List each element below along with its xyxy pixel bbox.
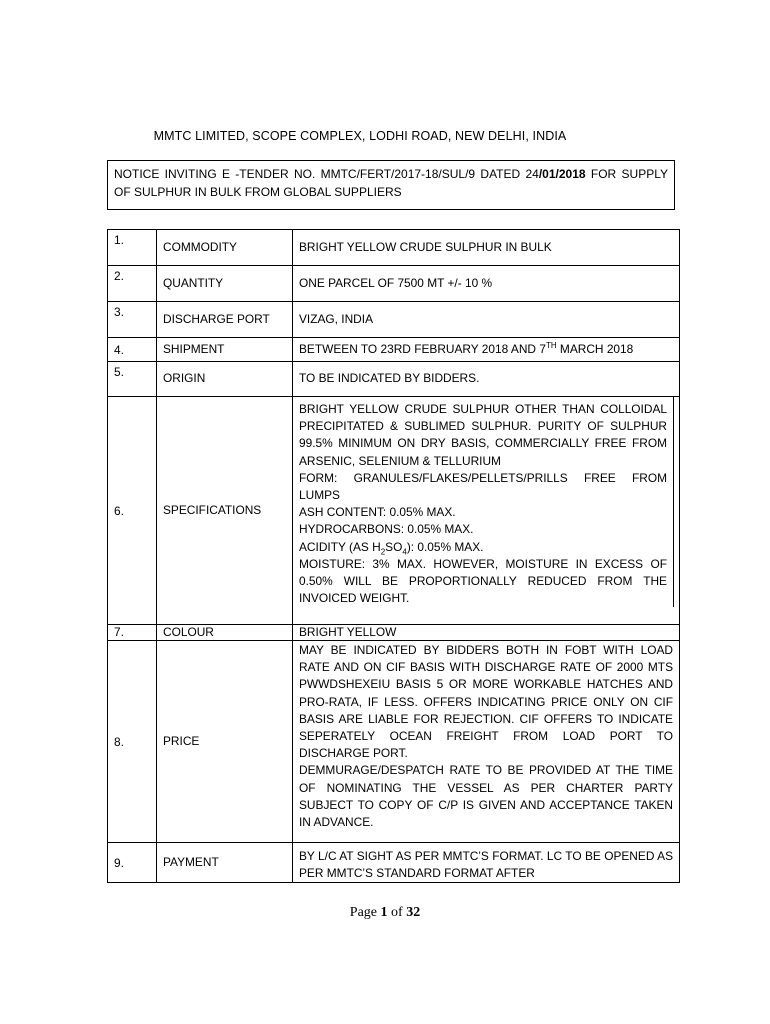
spec-moisture: MOISTURE: 3% MAX. HOWEVER, MOISTURE IN EXCESS OF 0.50% WILL BE PROPORTIONALLY REDUCED FROM THE INVOICED WEIGHT. <box>299 556 667 606</box>
table-row <box>108 266 680 302</box>
notice-date: /01/2018 <box>538 167 586 181</box>
total-pages: 32 <box>406 905 421 920</box>
shipment-text-end: MARCH 2018 <box>556 341 634 356</box>
current-page: 1 <box>380 905 388 920</box>
row-label: COMMODITY <box>157 230 293 266</box>
acidity-text: ACIDITY (AS H <box>299 539 381 554</box>
acidity-text-end: ): 0.05% MAX. <box>406 539 484 554</box>
row-number: 1. <box>108 230 157 266</box>
shipment-text: BETWEEN TO 23RD FEBRUARY 2018 AND 7 <box>299 341 546 356</box>
row-value: VIZAG, INDIA <box>293 302 680 338</box>
spec-form: FORM: GRANULES/FLAKES/PELLETS/PRILLS FREE FROM LUMPS <box>299 470 667 503</box>
price-terms: MAY BE INDICATED BY BIDDERS BOTH IN FOBT WITH LOAD RATE AND ON CIF BASIS WITH DISCHARGE RATE OF 2000 MTS PWWDSHEXEIU BASIS 5 OR MORE WORKABLE HATCHES AND PRO-RATA, IF LESS. OFFERS INDICATING PRICE ONLY ON CIF BASIS ARE LIABLE FOR REJECTION. CIF OFFERS TO INDICATE SEPERATELY OCEAN FREIGHT FROM LOAD PORT TO DISCHARGE PORT. <box>299 643 673 761</box>
acidity-text-mid: SO <box>385 539 403 554</box>
spec-acidity <box>299 539 667 556</box>
row-label: QUANTITY <box>157 266 293 302</box>
row-value <box>293 397 680 625</box>
footer-prefix: Page <box>349 905 381 920</box>
row-number: 7. <box>108 625 157 641</box>
row-label: SPECIFICATIONS <box>157 397 293 625</box>
row-number: 2. <box>108 266 157 302</box>
spec-content <box>299 397 674 607</box>
row-number: 9. <box>108 843 157 883</box>
notice-text-suffix: FOR SUPPLY OF SULPHUR IN BULK FROM GLOBAL SUPPLIERS <box>114 167 668 199</box>
row-number: 4. <box>108 338 157 362</box>
table-row <box>108 397 680 625</box>
row-label: ORIGIN <box>157 362 293 397</box>
row-label: PRICE <box>157 641 293 843</box>
table-row <box>108 843 680 883</box>
row-value: BRIGHT YELLOW <box>293 625 680 641</box>
document-header: MMTC LIMITED, SCOPE COMPLEX, LODHI ROAD, NEW DELHI, INDIA <box>153 129 567 143</box>
row-number: 3. <box>108 302 157 338</box>
page-footer <box>0 905 770 921</box>
footer-middle: of <box>387 905 407 920</box>
row-value: ONE PARCEL OF 7500 MT +/- 10 % <box>293 266 680 302</box>
row-value <box>293 641 680 843</box>
row-value: TO BE INDICATED BY BIDDERS. <box>293 362 680 397</box>
table-row <box>108 302 680 338</box>
row-number: 8. <box>108 641 157 843</box>
row-number: 5. <box>108 362 157 397</box>
tender-details-table <box>107 229 680 883</box>
acidity-sub-2: 4 <box>402 547 407 556</box>
row-number: 6. <box>108 397 157 625</box>
notice-text-prefix: NOTICE INVITING E -TENDER NO. MMTC/FERT/2017-18/SUL/9 DATED 24 <box>114 167 539 181</box>
shipment-sup: TH <box>545 340 557 350</box>
table-row <box>108 625 680 641</box>
row-label: SHIPMENT <box>157 338 293 362</box>
row-label: COLOUR <box>157 625 293 641</box>
table-row <box>108 230 680 266</box>
notice-box <box>107 160 675 210</box>
row-value <box>293 338 680 362</box>
row-label: PAYMENT <box>157 843 293 883</box>
table-row <box>108 362 680 397</box>
acidity-sub-1: 2 <box>380 547 386 556</box>
table-row <box>108 338 680 362</box>
row-value: BY L/C AT SIGHT AS PER MMTC’S FORMAT. LC TO BE OPENED AS PER MMTC’S STANDARD FORMAT AFTER <box>293 843 680 883</box>
table-row <box>108 641 680 843</box>
spec-ash: ASH CONTENT: 0.05% MAX. <box>299 505 456 520</box>
row-value: BRIGHT YELLOW CRUDE SULPHUR IN BULK <box>293 230 680 266</box>
spec-purity: BRIGHT YELLOW CRUDE SULPHUR OTHER THAN COLLOIDAL PRECIPITATED & SUBLIMED SULPHUR. PURITY OF SULPHUR 99.5% MINIMUM ON DRY BASIS, COMMERCIALLY FREE FROM ARSENIC, SELENIUM & TELLURIUM <box>299 402 667 468</box>
demurrage-terms: DEMMURAGE/DESPATCH RATE TO BE PROVIDED AT THE TIME OF NOMINATING THE VESSEL AS PER CHARTER PARTY SUBJECT TO COPY OF C/P IS GIVEN AND ACCEPTANCE TAKEN IN ADVANCE. <box>299 763 673 830</box>
row-label: DISCHARGE PORT <box>157 302 293 338</box>
spec-hydrocarbons: HYDROCARBONS: 0.05% MAX. <box>299 522 474 537</box>
